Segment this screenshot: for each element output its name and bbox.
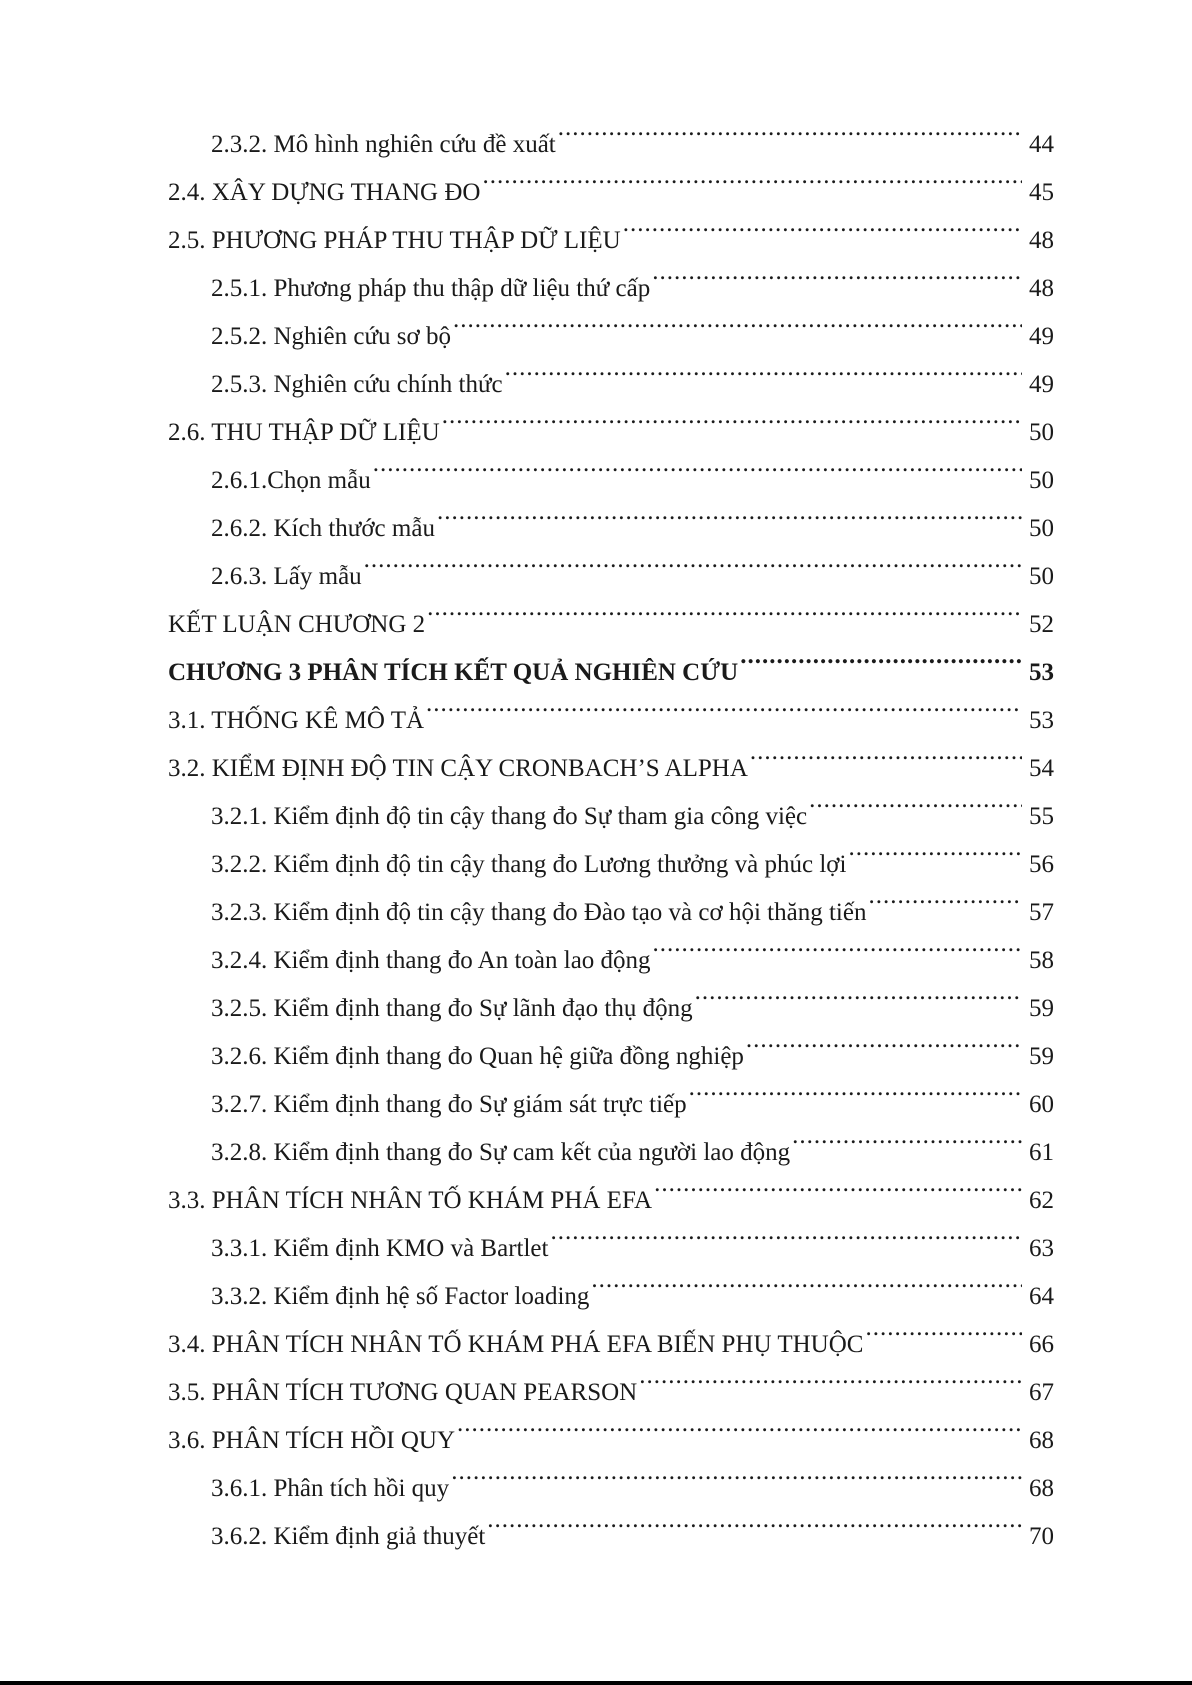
toc-leader-dots bbox=[792, 1112, 1022, 1160]
toc-entry-page: 63 bbox=[1029, 1235, 1054, 1262]
toc-entry-title: 3.6.2. Kiểm định giả thuyết bbox=[211, 1523, 486, 1550]
toc-entry-title: 3.2.7. Kiểm định thang đo Sự giám sát trực tiếp bbox=[211, 1091, 687, 1118]
toc-leader-dots bbox=[868, 872, 1022, 920]
toc-entry-title: 3.2.1. Kiểm định độ tin cậy thang đo Sự tham gia công việc bbox=[211, 803, 808, 830]
toc-entry-title: 3.6.1. Phân tích hồi quy bbox=[211, 1475, 450, 1502]
toc-entry-page: 59 bbox=[1029, 995, 1054, 1022]
toc-entry-page: 44 bbox=[1029, 131, 1054, 158]
toc-leader-dots bbox=[623, 200, 1022, 248]
toc-leader-dots bbox=[451, 1448, 1022, 1496]
toc-entry-page: 70 bbox=[1029, 1523, 1054, 1550]
toc-leader-dots bbox=[550, 1208, 1022, 1256]
toc-entry-title: 2.6.3. Lấy mẫu bbox=[211, 563, 362, 590]
page-bottom-border bbox=[0, 1681, 1192, 1685]
toc-leader-dots bbox=[373, 440, 1022, 488]
toc-entry-title: 3.2.8. Kiểm định thang đo Sự cam kết của người lao động bbox=[211, 1139, 791, 1166]
toc-entry-page: 50 bbox=[1029, 515, 1054, 542]
toc-entry-page: 54 bbox=[1029, 755, 1054, 782]
toc-entry-page: 59 bbox=[1029, 1043, 1054, 1070]
toc-entry-title: 2.5.2. Nghiên cứu sơ bộ bbox=[211, 323, 451, 350]
toc-entry-page: 52 bbox=[1029, 611, 1054, 638]
toc-entry-page: 48 bbox=[1029, 227, 1054, 254]
toc-leader-dots bbox=[453, 296, 1022, 344]
toc-leader-dots bbox=[591, 1256, 1022, 1304]
toc-entry-title: 2.4. XÂY DỰNG THANG ĐO bbox=[168, 179, 481, 206]
toc-entry-title: 3.2.2. Kiểm định độ tin cậy thang đo Lương thưởng và phúc lợi bbox=[211, 851, 847, 878]
toc-entry-page: 67 bbox=[1029, 1379, 1054, 1406]
toc-leader-dots bbox=[457, 1400, 1022, 1448]
toc-entry-title: 3.1. THỐNG KÊ MÔ TẢ bbox=[168, 707, 425, 734]
toc-entry-title: 2.5. PHƯƠNG PHÁP THU THẬP DỮ LIỆU bbox=[168, 227, 621, 254]
toc-leader-dots bbox=[689, 1064, 1022, 1112]
toc-leader-dots bbox=[482, 152, 1022, 200]
toc-entry-title: CHƯƠNG 3 PHÂN TÍCH KẾT QUẢ NGHIÊN CỨU bbox=[168, 659, 739, 686]
toc-entry-page: 48 bbox=[1029, 275, 1054, 302]
toc-entry-title: 2.5.1. Phương pháp thu thập dữ liệu thứ cấp bbox=[211, 275, 651, 302]
toc-leader-dots bbox=[653, 920, 1022, 968]
toc-entry-page: 49 bbox=[1029, 371, 1054, 398]
toc-leader-dots bbox=[442, 392, 1022, 440]
toc-entry-page: 53 bbox=[1029, 659, 1054, 686]
toc-entry-page: 45 bbox=[1029, 179, 1054, 206]
toc-leader-dots bbox=[426, 680, 1022, 728]
toc-leader-dots bbox=[505, 344, 1022, 392]
toc-leader-dots bbox=[740, 632, 1022, 680]
toc-entry-page: 49 bbox=[1029, 323, 1054, 350]
toc-entry-page: 68 bbox=[1029, 1427, 1054, 1454]
toc-leader-dots bbox=[654, 1160, 1022, 1208]
toc-leader-dots bbox=[427, 584, 1022, 632]
toc-leader-dots bbox=[437, 488, 1022, 536]
toc-entry-title: 3.4. PHÂN TÍCH NHÂN TỐ KHÁM PHÁ EFA BIẾN PHỤ THUỘC bbox=[168, 1331, 864, 1358]
toc-entry-title: 3.2.3. Kiểm định độ tin cậy thang đo Đào tạo và cơ hội thăng tiến bbox=[211, 899, 867, 926]
toc-entry[interactable] bbox=[168, 104, 1054, 158]
toc-entry-title: KẾT LUẬN CHƯƠNG 2 bbox=[168, 611, 426, 638]
table-of-contents bbox=[168, 104, 1054, 1550]
toc-entry-page: 60 bbox=[1029, 1091, 1054, 1118]
toc-entry-title: 3.2. KIỂM ĐỊNH ĐỘ TIN CẬY CRONBACH’S ALPHA bbox=[168, 755, 748, 782]
toc-leader-dots bbox=[364, 536, 1022, 584]
toc-entry-page: 56 bbox=[1029, 851, 1054, 878]
toc-entry-title: 3.2.4. Kiểm định thang đo An toàn lao động bbox=[211, 947, 651, 974]
toc-entry-page: 53 bbox=[1029, 707, 1054, 734]
toc-entry-title: 3.3. PHÂN TÍCH NHÂN TỐ KHÁM PHÁ EFA bbox=[168, 1187, 653, 1214]
toc-leader-dots bbox=[750, 728, 1022, 776]
toc-leader-dots bbox=[487, 1496, 1022, 1544]
toc-entry-page: 57 bbox=[1029, 899, 1054, 926]
toc-entry-page: 50 bbox=[1029, 419, 1054, 446]
toc-entry-title: 3.2.6. Kiểm định thang đo Quan hệ giữa đồng nghiệp bbox=[211, 1043, 744, 1070]
toc-leader-dots bbox=[865, 1304, 1022, 1352]
toc-leader-dots bbox=[746, 1016, 1022, 1064]
toc-entry-title: 3.3.1. Kiểm định KMO và Bartlet bbox=[211, 1235, 549, 1262]
toc-entry-page: 61 bbox=[1029, 1139, 1054, 1166]
toc-leader-dots bbox=[695, 968, 1022, 1016]
toc-entry-title: 3.5. PHÂN TÍCH TƯƠNG QUAN PEARSON bbox=[168, 1379, 638, 1406]
toc-leader-dots bbox=[848, 824, 1022, 872]
toc-entry-title: 2.6.1.Chọn mẫu bbox=[211, 467, 371, 494]
toc-entry-page: 58 bbox=[1029, 947, 1054, 974]
toc-entry-page: 68 bbox=[1029, 1475, 1054, 1502]
toc-entry-page: 64 bbox=[1029, 1283, 1054, 1310]
toc-leader-dots bbox=[809, 776, 1022, 824]
toc-entry-title: 2.5.3. Nghiên cứu chính thức bbox=[211, 371, 503, 398]
toc-leader-dots bbox=[558, 104, 1022, 152]
toc-leader-dots bbox=[639, 1352, 1022, 1400]
toc-entry-page: 50 bbox=[1029, 467, 1054, 494]
toc-entry-page: 55 bbox=[1029, 803, 1054, 830]
toc-entry-title: 2.3.2. Mô hình nghiên cứu đề xuất bbox=[211, 131, 556, 158]
toc-leader-dots bbox=[652, 248, 1022, 296]
toc-entry-title: 2.6. THU THẬP DỮ LIỆU bbox=[168, 419, 440, 446]
toc-entry-title: 3.3.2. Kiểm định hệ số Factor loading bbox=[211, 1283, 590, 1310]
toc-entry-title: 3.2.5. Kiểm định thang đo Sự lãnh đạo thụ động bbox=[211, 995, 693, 1022]
toc-entry-title: 2.6.2. Kích thước mẫu bbox=[211, 515, 435, 542]
toc-entry-page: 62 bbox=[1029, 1187, 1054, 1214]
toc-entry-page: 50 bbox=[1029, 563, 1054, 590]
toc-entry-page: 66 bbox=[1029, 1331, 1054, 1358]
toc-entry-title: 3.6. PHÂN TÍCH HỒI QUY bbox=[168, 1427, 456, 1454]
